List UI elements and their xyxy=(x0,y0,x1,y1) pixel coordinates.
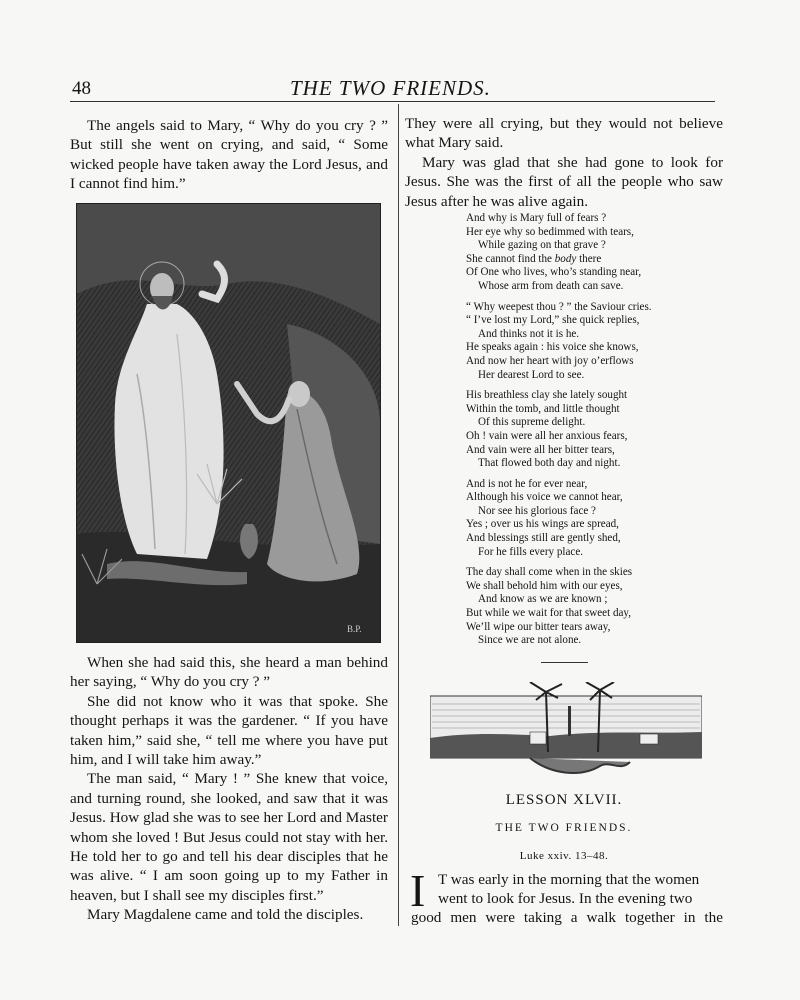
paragraph: The angels said to Mary, “ Why do you cry ? ” But still she went on crying, and said, “ Some wicked people have taken away the Lord Jesus, and I cannot find him.” xyxy=(70,117,388,193)
lesson-text-line: good men were taking a walk together in the xyxy=(411,909,723,926)
poem-line: And thinks not it is he. xyxy=(478,327,580,340)
lesson-heading: LESSON XLVII. xyxy=(505,792,623,808)
paragraph: She did not know who it was that spoke. She thought perhaps it was the gardener. “ If you have taken him,” said she, “ tell me where you have put him, and I will take him away.” xyxy=(70,692,388,769)
poem-line: Her eye why so bedimmed with tears, xyxy=(466,225,634,238)
poem-line: Her dearest Lord to see. xyxy=(478,368,585,381)
poem-line: And know as we are known ; xyxy=(478,593,608,606)
poem-line: Yes ; over us his wings are spread, xyxy=(466,518,619,531)
poem-line: That flowed both day and night. xyxy=(478,457,621,470)
poem-line: Since we are not alone. xyxy=(478,634,582,647)
paragraph: Mary Magdalene came and told the disciples. xyxy=(87,906,364,924)
running-title: THE TWO FRIENDS. xyxy=(290,76,491,100)
poem-line: The day shall come when in the skies xyxy=(466,566,633,579)
poem-line: And why is Mary full of fears ? xyxy=(466,212,607,224)
paragraph: When she had said this, she heard a man behind her saying, “ Why do you cry ? ” xyxy=(70,654,388,691)
right-column-top xyxy=(405,114,723,211)
poem-line: While gazing on that grave ? xyxy=(478,239,606,252)
poem-line: “ Why weepest thou ? ” the Saviour cries. xyxy=(466,300,652,313)
poem-line: Oh ! vain were all her anxious fears, xyxy=(466,429,628,442)
poem-line: Within the tomb, and little thought xyxy=(466,402,620,415)
left-column-top xyxy=(70,116,388,194)
paragraph: The man said, “ Mary ! ” She knew that voice, and turning round, she looked, and saw that it was Jesus. How glad she was to see her Lord and Master whom she loved ! But Jesus could not stay with her. He told her to go and tell his dear disciples that he was alive. “ I am soon going up to my Father in heaven, but I shall see my disciples first.” xyxy=(70,770,388,904)
poem-line: She cannot find the body there xyxy=(466,252,602,265)
lesson-text-line: went to look for Jesus. In the evening two xyxy=(438,890,693,907)
poem-line: And vain were all her bitter tears, xyxy=(466,443,615,456)
poem-line: For he fills every place. xyxy=(478,545,584,558)
poem-line: And is not he for ever near, xyxy=(466,477,588,490)
poem-line: We’ll wipe our bitter tears away, xyxy=(466,620,611,633)
lesson-subtitle: THE TWO FRIENDS. xyxy=(495,822,633,834)
artist-signature: B.P. xyxy=(347,624,362,634)
poem xyxy=(466,212,726,655)
stanza xyxy=(466,478,726,560)
poem-line: But while we wait for that sweet day, xyxy=(466,607,632,620)
paragraph: Mary was glad that she had gone to look for Jesus. She was the first of all the people who saw Jesus after he was alive again. xyxy=(405,153,723,210)
poem-line: And blessings still are gently shed, xyxy=(466,532,621,545)
column-divider xyxy=(398,104,399,926)
engraving-jesus-and-mary xyxy=(77,204,380,642)
poem-line: We shall behold him with our eyes, xyxy=(466,579,623,592)
section-rule xyxy=(541,662,588,663)
poem-line: His breathless clay she lately sought xyxy=(466,389,628,402)
page-number: 48 xyxy=(72,78,91,99)
poem-line: Of One who lives, who’s standing near, xyxy=(466,266,642,279)
poem-line: Nor see his glorious face ? xyxy=(478,504,596,517)
landscape-vignette xyxy=(430,682,702,780)
poem-line: “ I’ve lost my Lord,” she quick replies, xyxy=(466,314,640,327)
illustration-engraving xyxy=(76,203,381,643)
stanza xyxy=(466,566,726,648)
header-rule xyxy=(70,101,715,102)
stanza xyxy=(466,389,726,471)
poem-line: He speaks again : his voice she knows, xyxy=(466,341,639,354)
stanza xyxy=(466,301,726,383)
paragraph: They were all crying, but they would not believe what Mary said. xyxy=(405,115,723,152)
left-column-bottom xyxy=(70,653,388,925)
scripture-reference: Luke xxiv. 13–48. xyxy=(519,850,609,862)
poem-line: Although his voice we cannot hear, xyxy=(466,491,623,504)
poem-line: Of this supreme delight. xyxy=(478,416,586,429)
poem-line: And now her heart with joy o’erflows xyxy=(466,354,634,367)
lesson-text-line: T was early in the morning that the women xyxy=(438,871,700,888)
stanza xyxy=(466,212,726,294)
poem-line: Whose arm from death can save. xyxy=(478,279,624,292)
drop-cap: I xyxy=(410,865,426,916)
